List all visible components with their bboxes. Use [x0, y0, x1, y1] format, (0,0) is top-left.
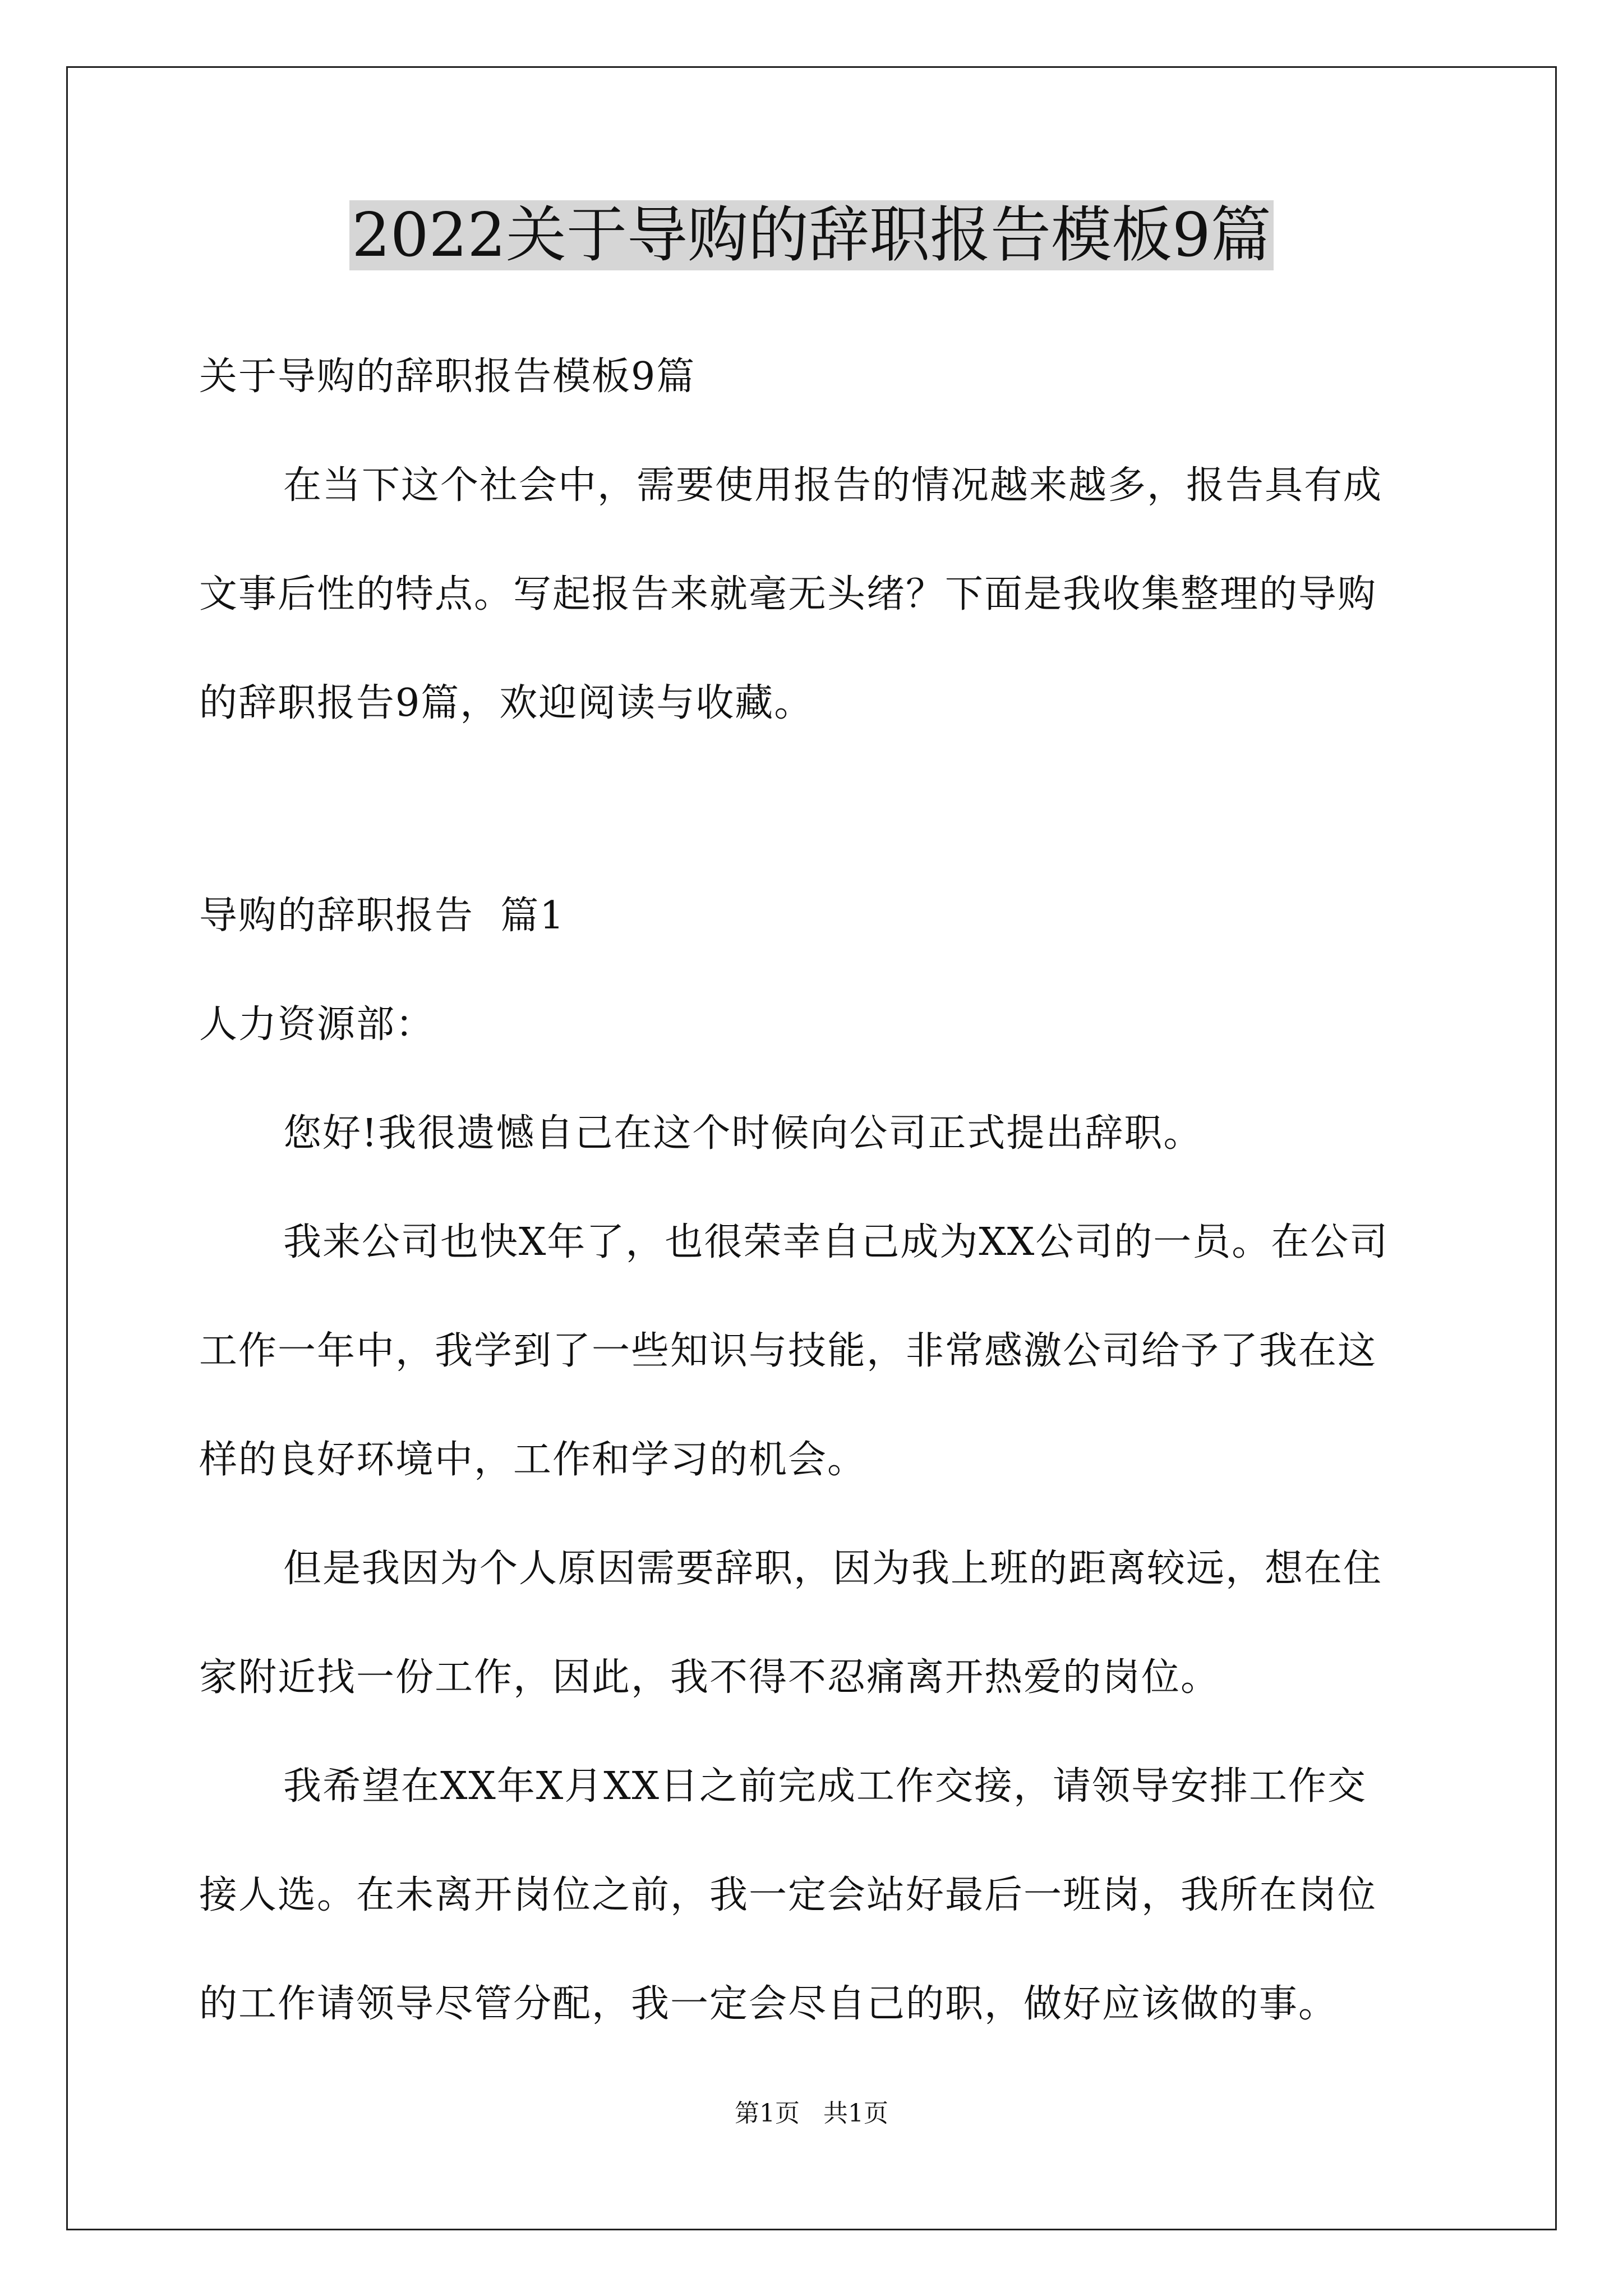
section-heading: 导购的辞职报告 篇1: [199, 894, 565, 938]
paragraph-line: 样的良好环境中，工作和学习的机会。: [199, 1438, 867, 1482]
paragraph-line: 我希望在XX年X月XX日之前完成工作交接，请领导安排工作交: [283, 1764, 1367, 1809]
paragraph-line: 您好!我很遗憾自己在这个时候向公司正式提出辞职。: [283, 1111, 1203, 1156]
document-title: [0, 194, 1623, 278]
document-title-text: 2022关于导购的辞职报告模板9篇: [349, 200, 1274, 270]
paragraph-line: 我来公司也快X年了，也很荣幸自己成为XX公司的一员。在公司: [283, 1220, 1389, 1264]
paragraph-line: 家附近找一份工作，因此，我不得不忍痛离开热爱的岗位。: [199, 1655, 1220, 1700]
paragraph-line: 但是我因为个人原因需要辞职，因为我上班的距离较远，想在住: [283, 1547, 1383, 1591]
paragraph-line: 的工作请领导尽管分配，我一定会尽自己的职，做好应该做的事。: [199, 1982, 1338, 2026]
salutation: 人力资源部：: [199, 1002, 435, 1047]
intro-line: 文事后性的特点。写起报告来就毫无头绪？下面是我收集整理的导购: [199, 572, 1377, 616]
page-number: 第1页 共1页: [735, 2099, 888, 2128]
paragraph-line: 接人选。在未离开岗位之前，我一定会站好最后一班岗，我所在岗位: [199, 1873, 1377, 1917]
document-subtitle: 关于导购的辞职报告模板9篇: [199, 355, 696, 399]
paragraph-line: 工作一年中，我学到了一些知识与技能，非常感激公司给予了我在这: [199, 1329, 1377, 1373]
intro-line: 的辞职报告9篇，欢迎阅读与收藏。: [199, 681, 814, 725]
intro-line: 在当下这个社会中，需要使用报告的情况越来越多，报告具有成: [283, 463, 1383, 508]
